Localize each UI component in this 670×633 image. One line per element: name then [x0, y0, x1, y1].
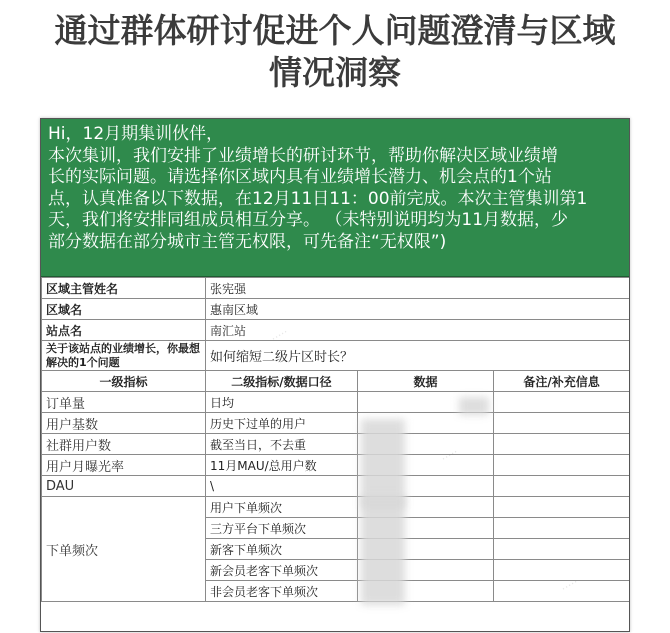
notice-line: 部分数据在部分城市主管无权限，可先备注“无权限”) [48, 231, 447, 252]
table-row [42, 413, 630, 434]
notes-cell[interactable] [494, 434, 630, 455]
table-row [42, 341, 630, 371]
table-row [42, 476, 630, 497]
level2-cell: 三方平台下单频次 [206, 518, 358, 539]
notes-cell[interactable] [494, 518, 630, 539]
redacted-data-block [361, 495, 405, 605]
header-notes: 备注/补充信息 [494, 371, 630, 392]
page-title [0, 10, 670, 94]
notes-cell[interactable] [494, 392, 630, 413]
table-row [42, 497, 630, 518]
level2-cell: 日均 [206, 392, 358, 413]
level2-cell: 用户下单频次 [206, 497, 358, 518]
station-label: 站点名 [42, 320, 206, 341]
page-title-line-1: 通过群体研讨促进个人问题澄清与区域 [54, 11, 616, 50]
watermark: ····· [268, 325, 291, 346]
redacted-data-block [459, 397, 489, 415]
notice-banner [41, 119, 629, 277]
question-value[interactable]: 如何缩短二级片区时长？ [206, 341, 630, 371]
level2-cell: 新会员老客下单频次 [206, 560, 358, 581]
notes-cell[interactable] [494, 560, 630, 581]
table-row [42, 455, 630, 476]
table-header-row [42, 371, 630, 392]
page-title-line-2: 情况洞察 [269, 53, 401, 92]
level1-group-cell: 下单频次 [42, 497, 206, 602]
level2-cell: 截至当日，不去重 [206, 434, 358, 455]
station-value[interactable]: 南汇站 [206, 320, 630, 341]
header-level2: 二级指标/数据口径 [206, 371, 358, 392]
table-row [42, 434, 630, 455]
table-row [42, 299, 630, 320]
table-row [42, 278, 630, 299]
notes-cell[interactable] [494, 497, 630, 518]
notice-line: 天，我们将安排同组成员相互分享。 （未特别说明均为11月数据，少 [48, 210, 569, 230]
header-data: 数据 [358, 371, 494, 392]
region-label: 区域名 [42, 299, 206, 320]
data-table [41, 277, 630, 602]
notice-line: 长的实际问题。请选择你区域内具有业绩增长潜力、机会点的1个站 [48, 167, 552, 187]
notes-cell[interactable] [494, 413, 630, 434]
level1-cell: 用户基数 [42, 413, 206, 434]
level2-cell: 非会员老客下单频次 [206, 581, 358, 602]
level2-cell: 11月MAU/总用户数 [206, 455, 358, 476]
level1-cell: 社群用户数 [42, 434, 206, 455]
notice-line: Hi，12月期集训伙伴， [48, 124, 224, 144]
header-level1: 一级指标 [42, 371, 206, 392]
notice-line: 点，认真准备以下数据，在12月11日11：00前完成。本次主管集训第1 [48, 188, 588, 209]
level1-cell: 用户月曝光率 [42, 455, 206, 476]
notes-cell[interactable] [494, 539, 630, 560]
watermark: ····· [438, 445, 461, 466]
watermark: ····· [558, 575, 581, 596]
level2-cell: 历史下过单的用户 [206, 413, 358, 434]
notes-cell[interactable] [494, 455, 630, 476]
table-row [42, 392, 630, 413]
level1-cell: 订单量 [42, 392, 206, 413]
manager-value[interactable]: 张宪强 [206, 278, 630, 299]
manager-label: 区域主管姓名 [42, 278, 206, 299]
table-row [42, 320, 630, 341]
level1-cell: DAU [42, 476, 206, 497]
region-value[interactable]: 惠南区域 [206, 299, 630, 320]
level2-cell: \ [206, 476, 358, 497]
notes-cell[interactable] [494, 476, 630, 497]
level2-cell: 新客下单频次 [206, 539, 358, 560]
notice-line: 本次集训，我们安排了业绩增长的研讨环节，帮助你解决区域业绩增 [48, 145, 558, 166]
question-label: 关于该站点的业绩增长，你最想解决的1个问题 [42, 341, 206, 371]
spreadsheet [40, 118, 630, 632]
